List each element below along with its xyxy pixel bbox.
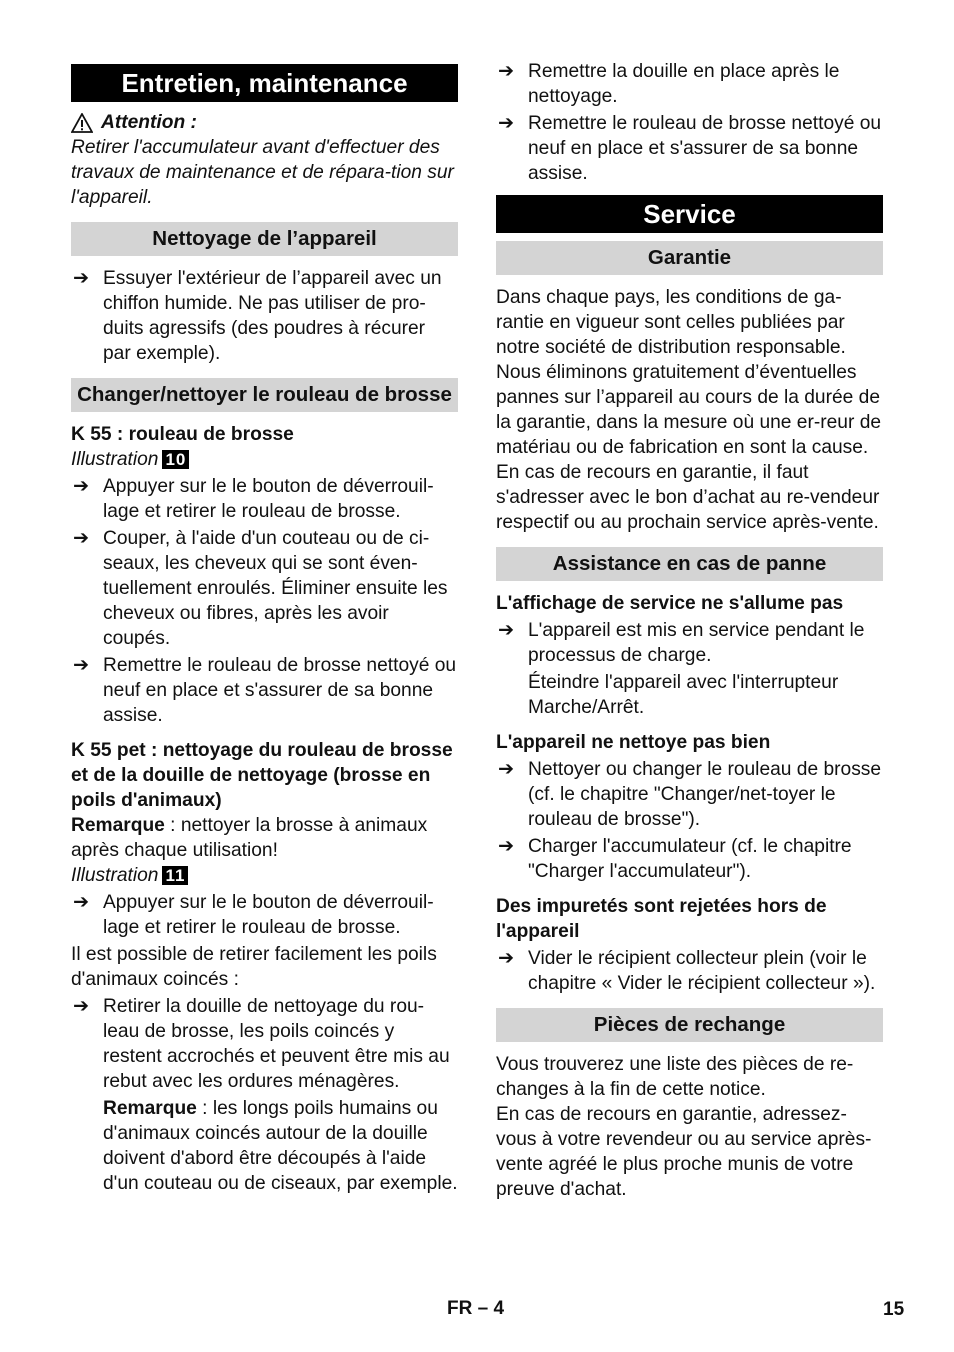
right-column (496, 57, 883, 1202)
list-item: ➔ Appuyer sur le le bouton de déverrouil-lage et retirer le rouleau de brosse. (73, 476, 434, 522)
illustration-ref: Illustration 10 (71, 447, 458, 472)
arrow-icon: ➔ (498, 61, 515, 82)
arrow-icon: ➔ (73, 655, 90, 676)
arrow-icon: ➔ (73, 268, 90, 289)
arrow-icon: ➔ (498, 113, 515, 134)
subsection-title-brush-roller: Changer/nettoyer le rouleau de brosse (71, 378, 458, 412)
arrow-icon: ➔ (73, 476, 90, 497)
paragraph: Il est possible de retirer facilement les poils d'animaux coincés : (71, 944, 437, 990)
list-item: ➔ Appuyer sur le le bouton de déverrouil-lage et retirer le rouleau de brosse. (73, 892, 434, 938)
paragraph: En cas de recours en garantie, adressez-vous à votre revendeur ou au service après-vente agréé le plus proche munis de votre preuve d'achat. (496, 1104, 872, 1200)
warranty-text: Dans chaque pays, les conditions de ga-rantie en vigueur sont celles publiées par notre société de distribution responsable. Nous éliminons gratuitement d’éventuelles pannes sur l’appareil au cours de la durée de la garantie, dans la mesure où une er-reur de matériau ou de fabrication en sont la cause. En cas de recours en garantie, il faut s'adresser avec le bon d’achat au re-vendeur respectif ou au prochain service après-vente. (496, 287, 882, 533)
trouble-heading: Des impuretés sont rejetées hors de l'appareil (496, 896, 827, 942)
arrow-icon: ➔ (73, 528, 90, 549)
left-column (71, 57, 458, 1198)
list-item: ➔ Nettoyer ou changer le rouleau de brosse (cf. le chapitre "Changer/net-toyer le rouleau de brosse"). (498, 759, 882, 830)
subsection-title-cleaning: Nettoyage de l’appareil (71, 222, 458, 256)
section-title-service: Service (496, 195, 883, 233)
k55-heading: K 55 : rouleau de brosse (71, 424, 294, 445)
paragraph: Éteindre l'appareil avec l'interrupteur Marche/Arrêt. (528, 672, 839, 718)
list-item: ➔ Remettre le rouleau de brosse nettoyé ou neuf en place et s'assurer de sa bonne assise. (73, 655, 457, 726)
trouble-heading: L'affichage de service ne s'allume pas (496, 593, 844, 614)
arrow-icon: ➔ (73, 892, 90, 913)
arrow-icon: ➔ (498, 620, 515, 641)
list-item: ➔ Couper, à l'aide d'un couteau ou de ci-seaux, les cheveux qui se sont éven-tuellement enroulés. Éliminer ensuite les cheveux ou fibres, après les avoir coupés. (73, 528, 448, 649)
attention-heading (71, 110, 458, 135)
figure-number: 11 (162, 866, 188, 885)
attention-text: Retirer l'accumulateur avant d'effectuer des travaux de maintenance et de répara-tion sur l'appareil. (71, 137, 454, 208)
arrow-icon: ➔ (498, 759, 515, 780)
subsection-title-troubleshooting: Assistance en cas de panne (496, 547, 883, 581)
footer-page-number: 15 (883, 1299, 905, 1320)
section-title-maintenance: Entretien, maintenance (71, 64, 458, 102)
arrow-icon: ➔ (498, 948, 515, 969)
paragraph: Vous trouverez une liste des pièces de re-changes à la fin de cette notice. (496, 1054, 854, 1100)
k55pet-heading: K 55 pet : nettoyage du rouleau de brosse et de la douille de nettoyage (brosse en poils d'animaux) (71, 740, 453, 811)
list-item: ➔ Charger l'accumulateur (cf. le chapitre "Charger l'accumulateur"). (498, 836, 852, 882)
list-item: ➔ L'appareil est mis en service pendant le processus de charge. (498, 620, 865, 666)
remark: Remarque : nettoyer la brosse à animaux après chaque utilisation! (71, 815, 428, 861)
trouble-heading: L'appareil ne nettoye pas bien (496, 732, 771, 753)
list-item: ➔ Essuyer l'extérieur de l’appareil avec un chiffon humide. Ne pas utiliser de pro-duits agressifs (des poudres à récurer par exemple). (73, 268, 442, 364)
warning-icon (71, 113, 93, 133)
illustration-ref: Illustration 11 (71, 863, 458, 888)
arrow-icon: ➔ (498, 836, 515, 857)
attention-label: Attention : (101, 112, 197, 133)
list-item: ➔ Remettre le rouleau de brosse nettoyé ou neuf en place et s'assurer de sa bonne assise. (498, 113, 882, 184)
arrow-icon: ➔ (73, 996, 90, 1017)
list-item: ➔ Retirer la douille de nettoyage du rou-leau de brosse, les poils coincés y restent accrochés et peuvent être mis au rebut avec les ordures ménagères. (73, 996, 450, 1092)
figure-number: 10 (162, 450, 189, 469)
subsection-title-warranty: Garantie (496, 241, 883, 275)
footer-page-local: FR – 4 (447, 1298, 505, 1319)
list-item: ➔ Remettre la douille en place après le nettoyage. (498, 61, 840, 107)
remark: Remarque : les longs poils humains ou d'animaux coincés autour de la douille doivent d'abord être découpés à l'aide d'un couteau ou de ciseaux, par exemple. (103, 1098, 458, 1194)
subsection-title-spare-parts: Pièces de rechange (496, 1008, 883, 1042)
list-item: ➔ Vider le récipient collecteur plein (voir le chapitre « Vider le récipient collecteur »). (498, 948, 876, 994)
